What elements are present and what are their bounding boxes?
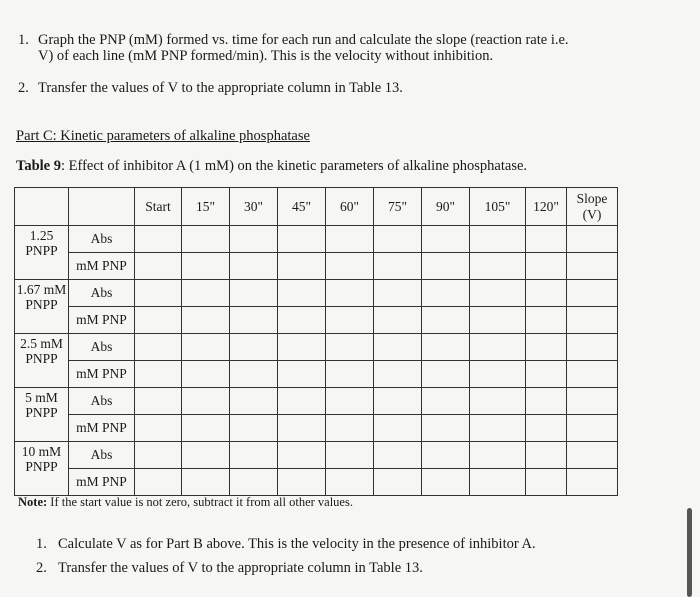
scrollbar[interactable] bbox=[687, 508, 692, 597]
header-time: 90" bbox=[422, 188, 470, 226]
instruction-1 bbox=[18, 32, 569, 49]
blank-data-cell[interactable] bbox=[182, 415, 230, 442]
blank-data-cell[interactable] bbox=[567, 442, 618, 469]
blank-data-cell[interactable] bbox=[182, 280, 230, 307]
table-row bbox=[15, 253, 618, 280]
instruction-2 bbox=[18, 80, 403, 97]
blank-data-cell[interactable] bbox=[422, 361, 470, 388]
header-slope: Slope (V) bbox=[567, 188, 618, 226]
note-label: Note: bbox=[18, 495, 48, 509]
instruction-text: Graph the PNP (mM) formed vs. time for each run and calculate the slope (reaction rate i.e. bbox=[38, 32, 569, 48]
blank-data-cell[interactable] bbox=[278, 388, 326, 415]
blank-data-cell[interactable] bbox=[135, 469, 182, 496]
blank-data-cell[interactable] bbox=[422, 226, 470, 253]
measure-label: Abs bbox=[69, 388, 135, 415]
concentration-label: 2.5 mM PNPP bbox=[15, 334, 69, 388]
blank-data-cell[interactable] bbox=[182, 307, 230, 334]
blank-data-cell[interactable] bbox=[567, 388, 618, 415]
blank-data-cell[interactable] bbox=[230, 280, 278, 307]
blank-data-cell[interactable] bbox=[230, 469, 278, 496]
blank-data-cell[interactable] bbox=[230, 334, 278, 361]
blank-data-cell[interactable] bbox=[526, 253, 567, 280]
blank-data-cell[interactable] bbox=[135, 388, 182, 415]
concentration-label: 1.67 mM PNPP bbox=[15, 280, 69, 334]
table-caption-text: : Effect of inhibitor A (1 mM) on the kinetic parameters of alkaline phosphatase. bbox=[61, 158, 528, 174]
blank-data-cell[interactable] bbox=[567, 469, 618, 496]
header-time: 105" bbox=[470, 188, 526, 226]
measure-label: mM PNP bbox=[69, 415, 135, 442]
blank-data-cell[interactable] bbox=[374, 442, 422, 469]
table-caption-label: Table 9 bbox=[16, 158, 61, 174]
blank-data-cell[interactable] bbox=[135, 307, 182, 334]
header-time: 60" bbox=[326, 188, 374, 226]
instruction-number: 2. bbox=[18, 80, 29, 96]
blank-data-cell[interactable] bbox=[182, 226, 230, 253]
measure-label: Abs bbox=[69, 226, 135, 253]
blank-data-cell[interactable] bbox=[422, 415, 470, 442]
instruction-1-line-2: V) of each line (mM PNP formed/min). This is the velocity without inhibition. bbox=[38, 48, 494, 64]
header-time: 30" bbox=[230, 188, 278, 226]
instruction-number: 2. bbox=[36, 560, 47, 576]
measure-label: Abs bbox=[69, 280, 135, 307]
blank-data-cell[interactable] bbox=[374, 334, 422, 361]
blank-data-cell[interactable] bbox=[135, 334, 182, 361]
blank-data-cell[interactable] bbox=[526, 226, 567, 253]
blank-data-cell[interactable] bbox=[470, 253, 526, 280]
blank-data-cell[interactable] bbox=[182, 334, 230, 361]
header-time: 120" bbox=[526, 188, 567, 226]
blank-data-cell[interactable] bbox=[278, 334, 326, 361]
bottom-instruction-2 bbox=[36, 560, 423, 577]
header-time: 75" bbox=[374, 188, 422, 226]
blank-data-cell[interactable] bbox=[230, 442, 278, 469]
blank-data-cell[interactable] bbox=[470, 226, 526, 253]
blank-data-cell[interactable] bbox=[374, 280, 422, 307]
table-caption bbox=[16, 158, 527, 175]
concentration-label: 5 mM PNPP bbox=[15, 388, 69, 442]
blank-data-cell[interactable] bbox=[278, 307, 326, 334]
blank-data-cell[interactable] bbox=[567, 307, 618, 334]
blank-data-cell[interactable] bbox=[374, 415, 422, 442]
table-row bbox=[15, 469, 618, 496]
table-header-row bbox=[15, 188, 618, 226]
blank-data-cell[interactable] bbox=[278, 253, 326, 280]
blank-data-cell[interactable] bbox=[278, 226, 326, 253]
measure-label: Abs bbox=[69, 334, 135, 361]
blank-data-cell[interactable] bbox=[135, 253, 182, 280]
blank-data-cell[interactable] bbox=[230, 388, 278, 415]
header-time: 15" bbox=[182, 188, 230, 226]
blank-data-cell[interactable] bbox=[567, 226, 618, 253]
measure-label: mM PNP bbox=[69, 469, 135, 496]
table-row bbox=[15, 361, 618, 388]
blank-data-cell[interactable] bbox=[230, 226, 278, 253]
blank-data-cell[interactable] bbox=[374, 469, 422, 496]
blank-data-cell[interactable] bbox=[182, 388, 230, 415]
table-row bbox=[15, 334, 618, 361]
instruction-number: 1. bbox=[18, 32, 29, 48]
blank-data-cell[interactable] bbox=[470, 442, 526, 469]
blank-data-cell[interactable] bbox=[326, 307, 374, 334]
blank-data-cell[interactable] bbox=[567, 361, 618, 388]
blank-data-cell[interactable] bbox=[526, 361, 567, 388]
blank-data-cell[interactable] bbox=[278, 361, 326, 388]
blank-data-cell[interactable] bbox=[326, 334, 374, 361]
blank-data-cell[interactable] bbox=[135, 415, 182, 442]
header-empty-cell bbox=[69, 188, 135, 226]
concentration-label: 1.25 PNPP bbox=[15, 226, 69, 280]
instruction-text: Transfer the values of V to the appropriate column in Table 13. bbox=[38, 80, 403, 96]
blank-data-cell[interactable] bbox=[326, 388, 374, 415]
table-row bbox=[15, 388, 618, 415]
blank-data-cell[interactable] bbox=[278, 469, 326, 496]
blank-data-cell[interactable] bbox=[526, 280, 567, 307]
table-note bbox=[18, 495, 353, 510]
blank-data-cell[interactable] bbox=[526, 415, 567, 442]
blank-data-cell[interactable] bbox=[526, 334, 567, 361]
header-empty-cell bbox=[15, 188, 69, 226]
blank-data-cell[interactable] bbox=[470, 469, 526, 496]
bottom-instruction-1 bbox=[36, 536, 536, 553]
table-row bbox=[15, 442, 618, 469]
table-row bbox=[15, 226, 618, 253]
blank-data-cell[interactable] bbox=[278, 442, 326, 469]
note-text: If the start value is not zero, subtract it from all other values. bbox=[47, 495, 353, 509]
instruction-number: 1. bbox=[36, 536, 47, 552]
measure-label: Abs bbox=[69, 442, 135, 469]
blank-data-cell[interactable] bbox=[567, 415, 618, 442]
blank-data-cell[interactable] bbox=[526, 388, 567, 415]
blank-data-cell[interactable] bbox=[374, 253, 422, 280]
blank-data-cell[interactable] bbox=[278, 280, 326, 307]
section-heading: Part C: Kinetic parameters of alkaline phosphatase bbox=[16, 128, 310, 144]
blank-data-cell[interactable] bbox=[422, 280, 470, 307]
blank-data-cell[interactable] bbox=[182, 442, 230, 469]
blank-data-cell[interactable] bbox=[567, 253, 618, 280]
blank-data-cell[interactable] bbox=[135, 361, 182, 388]
blank-data-cell[interactable] bbox=[230, 361, 278, 388]
blank-data-cell[interactable] bbox=[374, 226, 422, 253]
measure-label: mM PNP bbox=[69, 253, 135, 280]
blank-data-cell[interactable] bbox=[567, 334, 618, 361]
instruction-text: Calculate V as for Part B above. This is the velocity in the presence of inhibitor A. bbox=[58, 536, 536, 552]
header-time: Start bbox=[135, 188, 182, 226]
blank-data-cell[interactable] bbox=[526, 442, 567, 469]
header-time: 45" bbox=[278, 188, 326, 226]
blank-data-cell[interactable] bbox=[422, 307, 470, 334]
blank-data-cell[interactable] bbox=[326, 442, 374, 469]
blank-data-cell[interactable] bbox=[135, 280, 182, 307]
blank-data-cell[interactable] bbox=[230, 307, 278, 334]
blank-data-cell[interactable] bbox=[326, 415, 374, 442]
blank-data-cell[interactable] bbox=[422, 442, 470, 469]
blank-data-cell[interactable] bbox=[422, 253, 470, 280]
table-row bbox=[15, 280, 618, 307]
blank-data-cell[interactable] bbox=[422, 388, 470, 415]
blank-data-cell[interactable] bbox=[135, 226, 182, 253]
blank-data-cell[interactable] bbox=[470, 280, 526, 307]
blank-data-cell[interactable] bbox=[182, 253, 230, 280]
kinetics-table bbox=[14, 187, 618, 496]
blank-data-cell[interactable] bbox=[326, 361, 374, 388]
concentration-label: 10 mM PNPP bbox=[15, 442, 69, 496]
blank-data-cell[interactable] bbox=[470, 415, 526, 442]
measure-label: mM PNP bbox=[69, 361, 135, 388]
blank-data-cell[interactable] bbox=[470, 388, 526, 415]
blank-data-cell[interactable] bbox=[470, 361, 526, 388]
blank-data-cell[interactable] bbox=[326, 226, 374, 253]
blank-data-cell[interactable] bbox=[182, 469, 230, 496]
measure-label: mM PNP bbox=[69, 307, 135, 334]
instruction-text: Transfer the values of V to the appropriate column in Table 13. bbox=[58, 560, 423, 576]
blank-data-cell[interactable] bbox=[567, 280, 618, 307]
blank-data-cell[interactable] bbox=[422, 469, 470, 496]
blank-data-cell[interactable] bbox=[374, 388, 422, 415]
blank-data-cell[interactable] bbox=[230, 253, 278, 280]
blank-data-cell[interactable] bbox=[326, 469, 374, 496]
blank-data-cell[interactable] bbox=[326, 253, 374, 280]
table-row bbox=[15, 415, 618, 442]
blank-data-cell[interactable] bbox=[470, 307, 526, 334]
blank-data-cell[interactable] bbox=[526, 469, 567, 496]
table-row bbox=[15, 307, 618, 334]
blank-data-cell[interactable] bbox=[374, 307, 422, 334]
blank-data-cell[interactable] bbox=[374, 361, 422, 388]
blank-data-cell[interactable] bbox=[422, 334, 470, 361]
table-body bbox=[15, 226, 618, 496]
blank-data-cell[interactable] bbox=[470, 334, 526, 361]
blank-data-cell[interactable] bbox=[135, 442, 182, 469]
blank-data-cell[interactable] bbox=[526, 307, 567, 334]
blank-data-cell[interactable] bbox=[230, 415, 278, 442]
blank-data-cell[interactable] bbox=[182, 361, 230, 388]
blank-data-cell[interactable] bbox=[326, 280, 374, 307]
blank-data-cell[interactable] bbox=[278, 415, 326, 442]
